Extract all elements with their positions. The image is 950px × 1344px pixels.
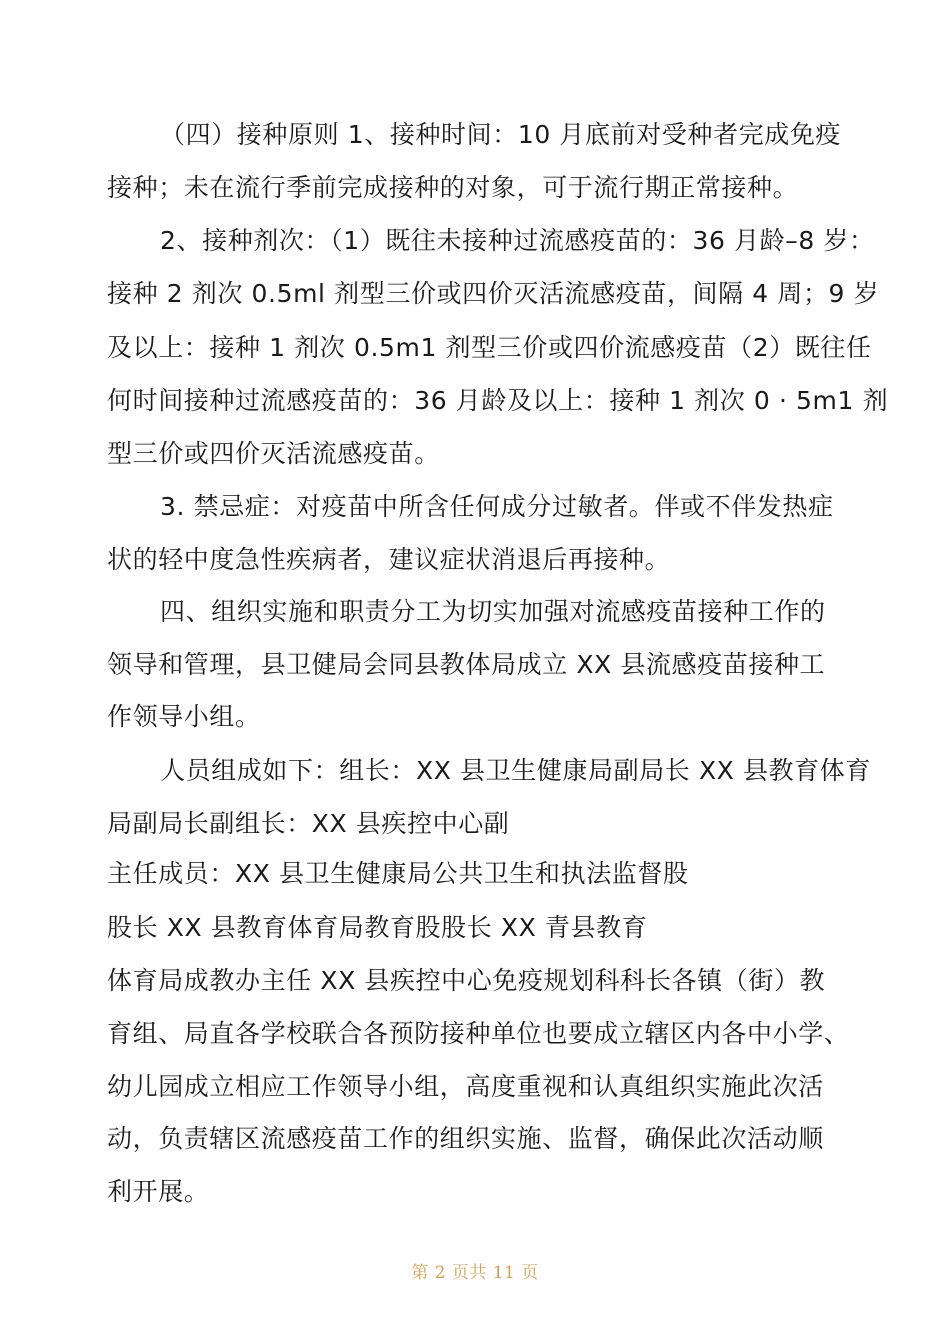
paragraph-line: 领导和管理，县卫健局会同县教体局成立 XX 县流感疫苗接种工 — [107, 650, 826, 679]
paragraph-line: 四、组织实施和职责分工为切实加强对流感疫苗接种工作的 — [160, 597, 826, 626]
paragraph-line: 动，负责辖区流感疫苗工作的组织实施、监督，确保此次活动顺 — [107, 1124, 824, 1153]
paragraph-line: 作领导小组。 — [107, 702, 261, 731]
paragraph-line: 股长 XX 县教育体育局教育股股长 XX 青县教育 — [107, 913, 648, 942]
paragraph-line: 体育局成教办主任 XX 县疾控中心免疫规划科科长各镇（街）教 — [107, 966, 826, 995]
paragraph-line: 状的轻中度急性疾病者，建议症状消退后再接种。 — [107, 545, 671, 574]
paragraph-line: 2、接种剂次：（1）既往未接种过流感疫苗的：36 月龄–8 岁： — [160, 226, 875, 255]
paragraph-line: 人员组成如下：组长：XX 县卫生健康局副局长 XX 县教育体育 — [160, 756, 871, 785]
page-number-footer: 第 2 页共 11 页 — [411, 1263, 539, 1283]
paragraph-line: 主任成员：XX 县卫生健康局公共卫生和执法监督股 — [107, 859, 689, 888]
paragraph-line: 幼儿园成立相应工作领导小组，高度重视和认真组织实施此次活 — [107, 1072, 824, 1101]
paragraph-line: 利开展。 — [107, 1177, 210, 1206]
paragraph-line: 及以上：接种 1 剂次 0.5m1 剂型三价或四价流感疫苗（2）既往任 — [107, 333, 872, 362]
paragraph-line: 接种 2 剂次 0.5ml 剂型三价或四价灭活流感疫苗，间隔 4 周；9 岁 — [107, 279, 880, 308]
paragraph-line: 3. 禁忌症：对疫苗中所含任何成分过敏者。伴或不伴发热症 — [160, 492, 834, 521]
paragraph-line: （四）接种原则 1、接种时间：10 月底前对受种者完成免疫 — [160, 120, 842, 149]
paragraph-line: 何时间接种过流感疫苗的：36 月龄及以上：接种 1 剂次 0 · 5m1 剂 — [107, 386, 889, 415]
paragraph-line: 局副局长副组长：XX 县疾控中心副 — [107, 809, 510, 838]
paragraph-line: 育组、局直各学校联合各预防接种单位也要成立辖区内各中小学、 — [107, 1019, 850, 1048]
paragraph-line: 型三价或四价灭活流感疫苗。 — [107, 439, 440, 468]
paragraph-line: 接种；未在流行季前完成接种的对象，可于流行期正常接种。 — [107, 173, 799, 202]
